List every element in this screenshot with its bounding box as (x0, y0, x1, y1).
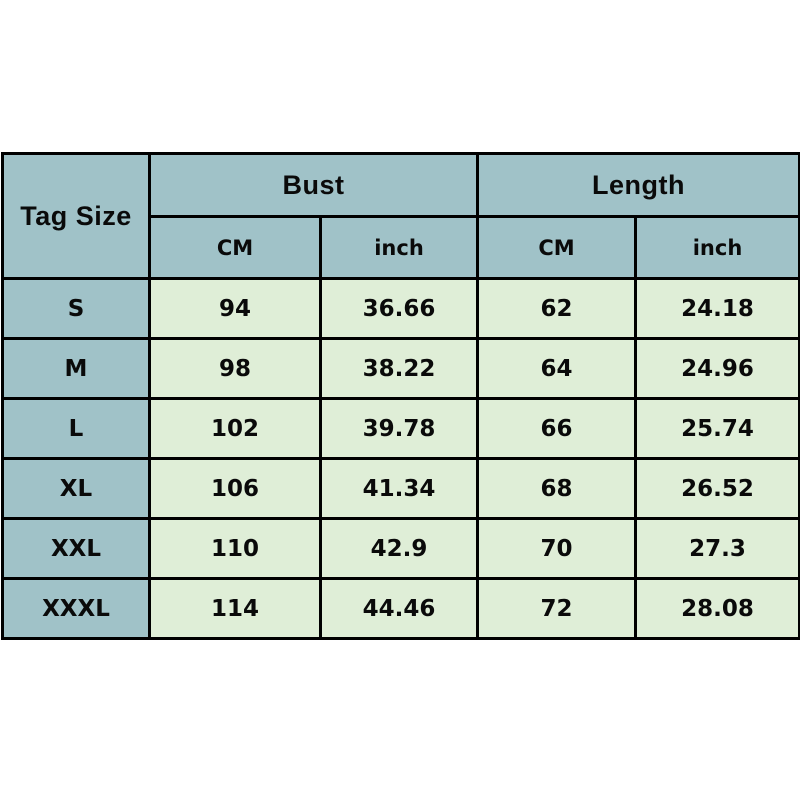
cell-length-inch: 26.52 (636, 459, 800, 519)
size-label: XXXL (3, 579, 150, 639)
cell-bust-cm: 102 (150, 399, 321, 459)
table-row-m (3, 339, 800, 399)
cell-bust-cm: 110 (150, 519, 321, 579)
group-header-bust: Bust (150, 154, 478, 217)
size-label: L (3, 399, 150, 459)
cell-bust-inch: 41.34 (321, 459, 478, 519)
size-label: M (3, 339, 150, 399)
size-label: XL (3, 459, 150, 519)
cell-length-cm: 64 (478, 339, 636, 399)
table-row-s (3, 279, 800, 339)
cell-length-cm: 70 (478, 519, 636, 579)
cell-bust-inch: 44.46 (321, 579, 478, 639)
size-label: S (3, 279, 150, 339)
cell-bust-cm: 98 (150, 339, 321, 399)
cell-bust-cm: 106 (150, 459, 321, 519)
cell-bust-cm: 94 (150, 279, 321, 339)
cell-bust-inch: 36.66 (321, 279, 478, 339)
cell-length-cm: 66 (478, 399, 636, 459)
corner-header-tag-size: Tag Size (3, 154, 150, 279)
cell-length-inch: 27.3 (636, 519, 800, 579)
table-row-l (3, 399, 800, 459)
table-row-xl (3, 459, 800, 519)
size-label: XXL (3, 519, 150, 579)
cell-length-inch: 28.08 (636, 579, 800, 639)
cell-length-inch: 24.18 (636, 279, 800, 339)
cell-length-inch: 25.74 (636, 399, 800, 459)
cell-bust-inch: 39.78 (321, 399, 478, 459)
cell-length-cm: 62 (478, 279, 636, 339)
group-header-length: Length (478, 154, 800, 217)
cell-bust-inch: 38.22 (321, 339, 478, 399)
cell-length-cm: 72 (478, 579, 636, 639)
cell-length-inch: 24.96 (636, 339, 800, 399)
group-header-row (3, 154, 800, 217)
unit-header-bust-cm: CM (150, 217, 321, 279)
table-row-xxl (3, 519, 800, 579)
table-row-xxxl (3, 579, 800, 639)
unit-header-length-cm: CM (478, 217, 636, 279)
cell-bust-cm: 114 (150, 579, 321, 639)
size-chart-table (1, 152, 800, 640)
cell-length-cm: 68 (478, 459, 636, 519)
unit-header-bust-inch: inch (321, 217, 478, 279)
unit-header-length-inch: inch (636, 217, 800, 279)
cell-bust-inch: 42.9 (321, 519, 478, 579)
